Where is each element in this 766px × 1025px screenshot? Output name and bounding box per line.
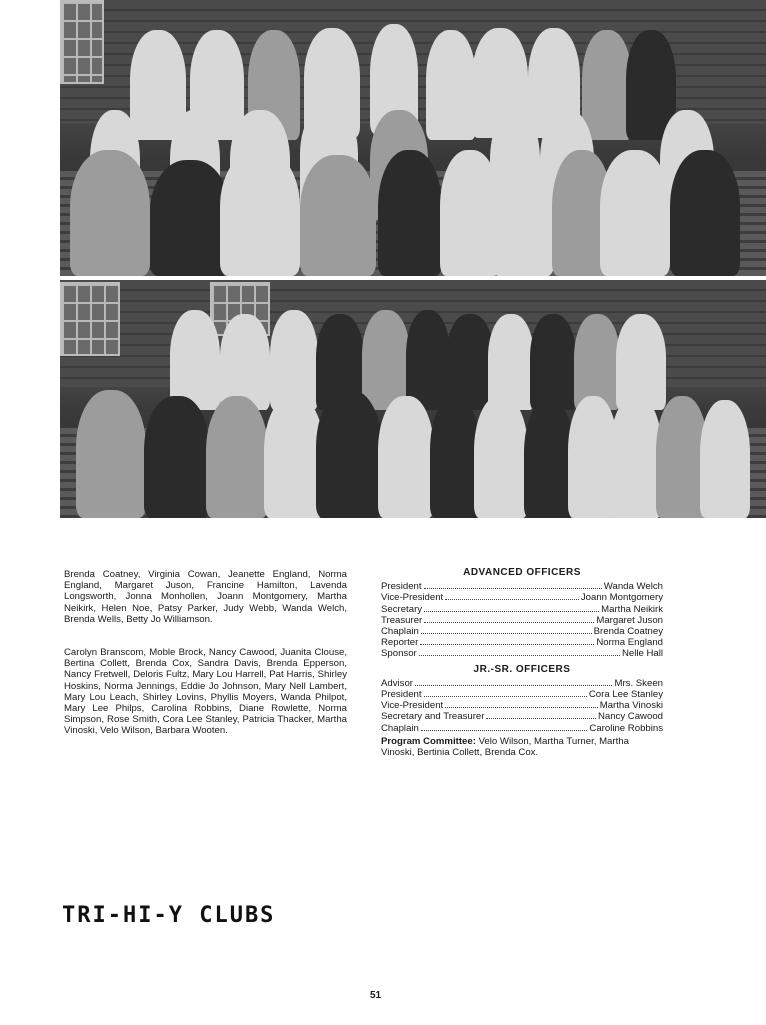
- officer-name: Wanda Welch: [603, 581, 663, 593]
- officer-name: Margaret Juson: [596, 614, 663, 626]
- officer-name: Mrs. Skeen: [614, 677, 663, 689]
- officer-name: Norma England: [596, 637, 663, 649]
- officer-name: Caroline Robbins: [589, 722, 663, 734]
- officer-role: Sponsor: [381, 648, 417, 660]
- officers-list: [381, 567, 663, 758]
- committee-members: Velo Wilson, Martha Turner, Martha Vinoski, Bertinia Collett, Brenda Cox.: [381, 735, 629, 759]
- officer-row: [381, 637, 663, 648]
- advanced-officers-heading: ADVANCED OFFICERS: [463, 567, 581, 578]
- program-committee: [381, 736, 663, 758]
- officer-name: Nelle Hall: [621, 648, 663, 660]
- group-photo-bottom: [60, 280, 766, 518]
- officer-row: [381, 711, 663, 722]
- officer-row: [381, 581, 663, 592]
- officer-row: [381, 723, 663, 734]
- officer-role: Vice-President: [381, 592, 444, 604]
- officer-row: [381, 592, 663, 603]
- officer-role: Secretary and Treasurer: [381, 711, 485, 723]
- officer-row: [381, 678, 663, 689]
- officer-role: Secretary: [381, 603, 423, 615]
- officer-role: Treasurer: [381, 614, 423, 626]
- officer-name: Joann Montgomery: [580, 592, 663, 604]
- member-roster: [64, 569, 347, 737]
- page-title: TRI-HI-Y CLUBS: [62, 903, 276, 928]
- officer-row: [381, 604, 663, 615]
- jr-sr-members: Carolyn Branscom, Moble Brock, Nancy Cawood, Juanita Clouse, Bertina Collett, Brenda Cox, Sandra Davis, Brenda Epperson, Nancy Fretwell, Deloris Fultz, Mary Lou Harrell, Pat Harris, Shirley Hoskins, Norma Jennings, Eddie Jo Johnson, Mary Nell Lambert, Mary Lou Leach, Shirley Lovins, Phyllis Moyers, Wanda Philpot, Mary Lee Philps, Carolina Robbins, Diane Rowlette, Norma Simpson, Rose Smith, Cora Lee Stanley, Patricia Thacker, Martha Vinoski, Velo Wilson, Barbara Wooten.: [64, 647, 347, 737]
- officer-role: Advisor: [381, 677, 413, 689]
- committee-label: Program Committee:: [381, 735, 476, 747]
- officer-role: Chaplain: [381, 722, 419, 734]
- officer-role: Reporter: [381, 637, 419, 649]
- officer-name: Brenda Coatney: [593, 626, 663, 638]
- officer-row: [381, 689, 663, 700]
- officer-name: Martha Vinoski: [599, 700, 663, 712]
- officer-name: Martha Neikirk: [601, 603, 663, 615]
- page-number: 51: [370, 990, 382, 1001]
- officer-role: President: [381, 689, 422, 701]
- students-group: [60, 0, 766, 276]
- students-group: [60, 280, 766, 518]
- officer-role: Chaplain: [381, 626, 419, 638]
- officer-row: [381, 626, 663, 637]
- officer-row: [381, 648, 663, 659]
- officer-role: President: [381, 581, 422, 593]
- advanced-members: Brenda Coatney, Virginia Cowan, Jeanette England, Norma England, Margaret Juson, Francine Hamilton, Lavenda Longsworth, Jonna Monhollen, Joann Montgomery, Martha Neikirk, Helen Noe, Patsy Parker, Judy Webb, Wanda Welch, Brenda Wells, Betty Jo Williamson.: [64, 569, 347, 625]
- officer-row: [381, 700, 663, 711]
- officer-role: Vice-President: [381, 700, 444, 712]
- jr-sr-officers-heading: JR.-SR. OFFICERS: [473, 663, 571, 675]
- group-photo-top: [60, 0, 766, 276]
- officer-row: [381, 615, 663, 626]
- officer-name: Cora Lee Stanley: [588, 689, 663, 701]
- officer-name: Nancy Cawood: [597, 711, 663, 723]
